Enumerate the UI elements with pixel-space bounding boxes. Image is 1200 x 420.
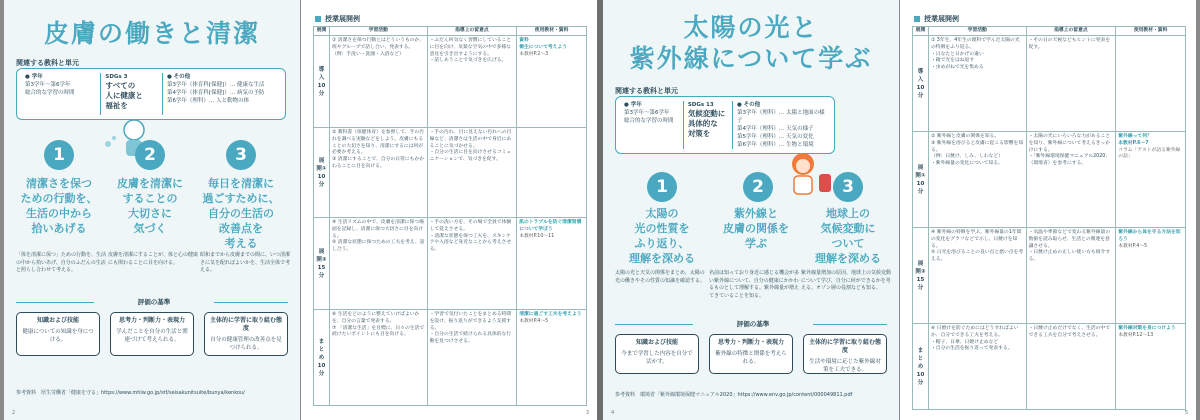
eval-box-attitude: 主体的に学習に取り組む態度 自分の健康管理の改善点を見つけられる。 (204, 312, 288, 356)
goal-2-description: 名前は知っており身近に感じる機会が多い紫外線について、自分の健康にかかわるものとして理解する。紫外線量が増えてきていることを知る。 (709, 270, 800, 299)
goal-3-description: 紫外線量増加の原因、地球上の気候変動について学び、自分に何ができるかを考える。オゾン層の役割なども知る。 (801, 270, 892, 291)
table-header-row: 展開 学習活動 指導上の留意点 使用教材・資料 (314, 27, 587, 36)
heading-square-icon (315, 16, 321, 22)
goal-number-2: 2 (743, 172, 773, 202)
goal-1-description: 「体を清潔に保つ」ための行動を、生活の中から拾いあげ、自分のふだんの生活と照らし合わせて考える。 (16, 252, 107, 273)
page-number: 5 (1184, 410, 1188, 416)
table-row: まとめ 10分 ⑥ 日焼けを防ぐためにはどうすればよいか、自分でできる工夫を考える。 ・帽子、日傘、日焼け止めなど ・自分の生活を振り返って発表する。 ・日焼け止めだけでなく、生活の中でできる工夫を自分で考えさせる。 紫外線対策を身につけよう 本教材P.12〜13 (913, 324, 1186, 410)
goal-2-text: 紫外線と 皮膚の関係を 学ぶ (723, 207, 789, 250)
evaluation-heading: 評価の基準 (94, 297, 214, 306)
goal-1-text: 太陽の 光の性質を ふり返り、 理解を深める (629, 207, 695, 265)
goal-number-3: 3 (833, 172, 863, 202)
goal-number-1: 1 (44, 140, 74, 170)
related-subjects-heading: 関連する教科と単元 (16, 59, 79, 67)
page-number: 4 (611, 410, 615, 416)
child-with-umbrella-illustration (781, 150, 841, 204)
page-uv-intro (603, 0, 899, 420)
table-row: 導入 10分 ① 清潔さを保つ行動とはどういうものか、班やグループで話し合い、発表する。 （例：手洗い・洗顔・入浴など） ・ふだん何気なく習慣にしていることに目を向け、気楽な空気の中で多様な意見を引き出すようにする。 ・話しあうことで気づきを広げる。 資料 衛生について考えよう 本教材P.2〜3 (314, 36, 587, 128)
related-subjects-heading: 関連する教科と単元 (615, 87, 678, 95)
eval-box-attitude: 主体的に学習に取り組む態度 生活や環境に応じた紫外線対策を工夫できる。 (803, 334, 887, 374)
related-subjects-box: ● 学年 第3学年〜第6学年 総合的な学習の時間 SDGs 13 気候変動に 具体的な 対策を ● その他 第3学年（理科）… 太陽と地面の様子 第4学年（理科）… 天気の様子 第5学年（理科）… 天気の変化 第6学年（理科）… 生物と環境 (615, 96, 835, 154)
table-row: 展開① 10分 ② 紫外線と皮膚の関係を知る。 ③ 紫外線を浴びると皮膚に起こる影響を知る。 （例：日焼け、しみ、しわなど） ・紫外線量の変化について知る。 ・太陽の光にいろいろな力があることを知り、紫外線について考えるきっかけにする。 ・「紫外線環境保健マニュアル2020」（環境省）を参考にする。 紫外線って何？ 本教材P.6〜7 コラム「ゲストが語る紫外線の話」 (913, 132, 1186, 228)
table-header-row: 展開 学習活動 指導上の留意点 使用教材・資料 (913, 27, 1186, 36)
goal-2-text: 皮膚を清潔に することの 大切さに 気づく (117, 177, 183, 235)
goal-2-description: 皮膚を清潔にすることが、体と心の健康にも関わることに目を向ける。 (108, 252, 199, 266)
lesson-plan-heading: 授業展開例 (914, 14, 959, 24)
goal-number-2: 2 (135, 140, 165, 170)
lesson-plan-table (313, 26, 587, 406)
table-row: 展開① 10分 ② 教科書（保健体育）を参照して、手の汚れを調べる実験などをしよう。皮膚にもることの大切さを知り、清潔にするには何が必要か考える。 ③ 清潔にすることで、自分の日常にもかかわることに目を向ける。 ・手の汚れ、目に見えない汚れへの目線など、清潔さは生活の中で身近にあることに気づかせる。 ・自分の生活に目を向けさせるコミュニケーションで、気づきを促す。 (314, 128, 587, 218)
table-row: まとめ 10分 ⑥ 生活をどのように整えていけばよいかを、自分の言葉で発表する。 ⑦ 「清潔な生活」を目標に、日々の生活で続けたいポイントにも目を向ける。 ・学習で気付いたことをまとめる時間を設け、振り返りができるよう支援する。 ・自分の生活で続けられる具体的な行動を見つけさせる。 清潔に過ごす工夫を考えよう 本教材P.4〜5 (314, 310, 587, 406)
eval-box-knowledge: 知識および技能 今まで学習した内容を自分で活かす。 (615, 334, 699, 374)
goal-3-description: 昭和までから皮膚までの間に、いつ清潔さに気を配ればよいかを、生活全体で考える。 (200, 252, 291, 273)
reference-note: 参考資料 厚生労働省「健康を守る」https://www.mhlw.go.jp/stf/seisakunitsuite/bunya/kenkou/ (16, 390, 245, 396)
page-skin-intro (4, 0, 300, 420)
evaluation-heading: 評価の基準 (693, 319, 813, 328)
goal-number-3: 3 (226, 140, 256, 170)
table-row: 展開② 15分 ④ 紫外線の特徴を学ぶ。紫外線量の1年間の変化をグラフなどで示し、日焼けを知る。 ⑤ 日光を浴びることの良い点と悪い点を考える。 ・気温や季節などで変わる紫外線量の数値を読み取らせ、生活との関連を意識させる。 ・日焼け止めの正しい使い方も紹介する。 紫外線から体を守る方法を知ろう 本教材P.4〜5 (913, 228, 1186, 324)
page-title: 太陽の光と 紫外線について学ぶ (629, 13, 873, 73)
goal-number-1: 1 (647, 172, 677, 202)
goal-3-text: 地球上の 気候変動に ついて 理解を深める (815, 207, 881, 265)
eval-box-knowledge: 知識および技能 健康についての知識を身につける。 (16, 312, 100, 356)
page-number: 3 (585, 410, 589, 416)
page-uv-lesson-plan (900, 0, 1196, 420)
eval-box-thinking: 思考力・判断力・表現力 学んだことを自分の生活と関連づけて考えられる。 (110, 312, 194, 356)
page-title: 皮膚の働きと清潔 (43, 19, 260, 48)
reference-note: 参考資料 環境省「紫外線環境保健マニュアル2020」https://www.env.go.jp/content/000049811.pdf (615, 392, 853, 398)
page-skin-lesson-plan (301, 0, 597, 420)
table-row: 展開② 15分 ④ 生活リズムの中で、皮膚を清潔に保つ場面を記録し、清潔に保つ大切さに目を向ける。 ⑤ 清潔な状態に保つための工夫を考え、話し合う。 ・手の洗い方を、その場で全員で体験して覚えさせる。 ・清潔な状態を保つ工夫を、スキンケアや入浴など身近なことから考えさせる。 肌のトラブルを防ぐ清潔習慣について学ぼう 本教材P.10〜11 (314, 218, 587, 310)
lesson-plan-table (912, 26, 1186, 410)
related-subjects-box: ● 学年 第3学年〜第6学年 総合的な学習の時間 SDGs 3 すべての 人に健康と 福祉を ● その他 第3学年（体育科[保健]）… 健康な生活 第4学年（体育科[保健]）… 病気の予防 第6学年（理科）… 人と動物の体 (16, 68, 286, 120)
eval-box-thinking: 思考力・判断力・表現力 紫外線の特徴と関係を考えられる。 (709, 334, 793, 374)
goal-1-text: 清潔さを保つ ための行動を、 生活の中から 拾いあげる (20, 177, 98, 235)
goal-3-text: 毎日を清潔に 過ごすために、 自分の生活の 改善点を 考える (202, 177, 280, 250)
lesson-plan-heading: 授業展開例 (315, 14, 360, 24)
heading-square-icon (914, 16, 920, 22)
table-row: 導入 10分 ① 3年生、4年生の理科で学んだ太陽の光の特徴をふり返る。 ・日なたと日かげの違い ・鏡で光をはね返す ・虫めがねで光を集める ・その日の天候などもヒントに発表を促す。 (913, 36, 1186, 132)
page-number: 2 (12, 410, 16, 416)
goal-1-description: 太陽の光と天気の関係をまとめ、太陽の光の働きやその性質の知識を確認する。 (615, 270, 706, 284)
